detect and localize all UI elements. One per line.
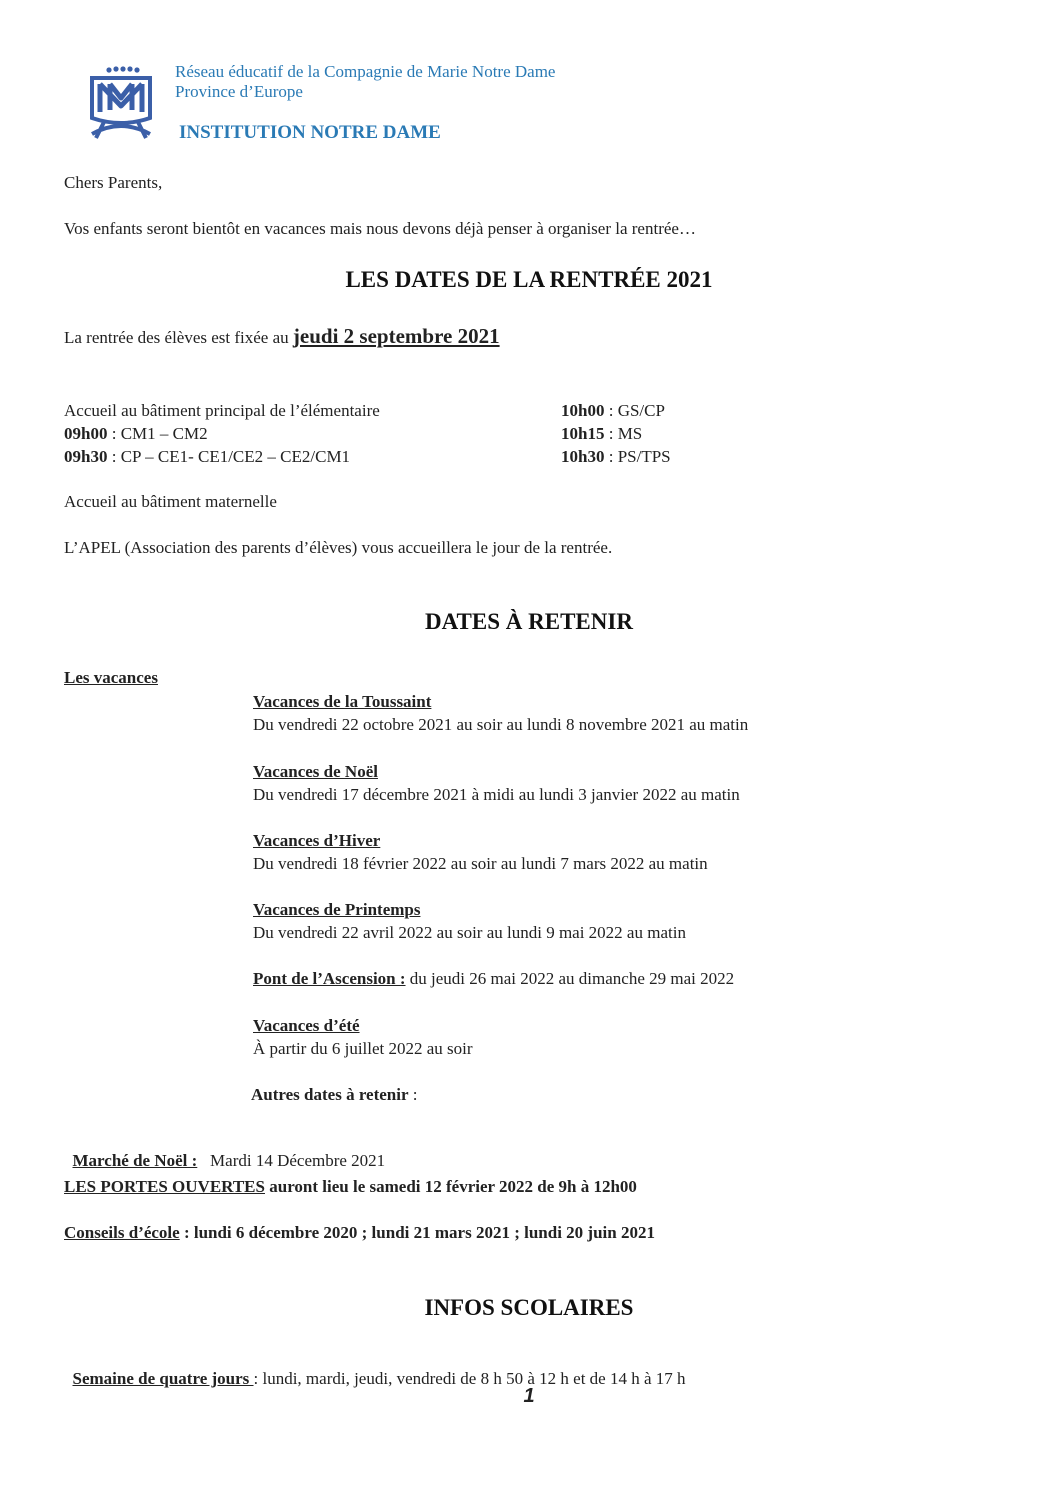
- rentree-title: LES DATES DE LA RENTRÉE 2021: [345, 267, 713, 292]
- vacances-item: [253, 760, 740, 806]
- pont-ascension: [253, 967, 734, 990]
- vacances-name: Vacances de Noël: [253, 762, 378, 781]
- elementaire-label: Accueil au bâtiment principal de l’élémentaire: [64, 401, 380, 420]
- marche-label: Marché de Noël :: [72, 1151, 198, 1170]
- autres-suffix: :: [408, 1085, 418, 1104]
- intro-text: Vos enfants seront bientôt en vacances mais nous devons déjà penser à organiser la rentrée…: [64, 219, 696, 238]
- apel-text: L’APEL (Association des parents d’élèves) vous accueillera le jour de la rentrée.: [64, 538, 613, 557]
- schedule-classes: : GS/CP: [604, 401, 665, 420]
- schedule-classes: : CM1 – CM2: [107, 424, 208, 443]
- vacances-detail: Du vendredi 22 avril 2022 au soir au lundi 9 mai 2022 au matin: [253, 923, 686, 942]
- conseils-label: Conseils d’école: [64, 1223, 180, 1242]
- rentree-date-prefix: La rentrée des élèves est fixée au: [64, 328, 293, 347]
- semaine-text: : lundi, mardi, jeudi, vendredi de 8 h 50 à 12 h et de 14 h à 17 h: [253, 1369, 686, 1388]
- portes-text: auront lieu le samedi 12 février 2022 de 9h à 12h00: [264, 1177, 637, 1196]
- portes-label: LES PORTES OUVERTES: [64, 1177, 265, 1196]
- rentree-date-line: [64, 324, 500, 349]
- ete-detail: À partir du 6 juillet 2022 au soir: [253, 1039, 473, 1058]
- vacances-ete: [253, 1014, 473, 1060]
- greeting: Chers Parents,: [64, 173, 163, 192]
- schedule-time: 09h00: [64, 424, 108, 443]
- rentree-date: jeudi 2 septembre 2021: [292, 324, 500, 348]
- infos-title: INFOS SCOLAIRES: [424, 1295, 634, 1320]
- vacances-name: Vacances de la Toussaint: [253, 692, 432, 711]
- marche-date: Mardi 14 Décembre 2021: [197, 1151, 386, 1170]
- schedule-row: [561, 399, 671, 422]
- province-name: Province d’Europe: [175, 82, 303, 101]
- autres-dates-label: [251, 1085, 418, 1105]
- schedule-classes: : PS/TPS: [604, 447, 671, 466]
- vacances-label: Les vacances: [64, 668, 158, 687]
- schedule-time: 10h00: [561, 401, 605, 420]
- conseils-text: : lundi 6 décembre 2020 ; lundi 21 mars 2021 ; lundi 20 juin 2021: [179, 1223, 655, 1242]
- schedule-row: [64, 422, 380, 445]
- autres-label: Autres dates à retenir: [251, 1085, 409, 1104]
- schedule-time: 09h30: [64, 447, 108, 466]
- vacances-name: Vacances de Printemps: [253, 900, 421, 919]
- semaine-line: [64, 1349, 686, 1389]
- institution-name: INSTITUTION NOTRE DAME: [179, 122, 441, 143]
- vacances-item: [253, 898, 686, 944]
- conseils-ecole: [64, 1223, 655, 1243]
- portes-ouvertes: [64, 1177, 637, 1197]
- vacances-detail: Du vendredi 18 février 2022 au soir au lundi 7 mars 2022 au matin: [253, 854, 708, 873]
- pont-detail: du jeudi 26 mai 2022 au dimanche 29 mai 2022: [405, 969, 735, 988]
- schedule-row: [561, 445, 671, 468]
- elementaire-block: [64, 399, 380, 468]
- schedule-classes: : MS: [604, 424, 643, 443]
- schedule-classes: : CP – CE1- CE1/CE2 – CE2/CM1: [107, 447, 351, 466]
- vacances-item: [253, 690, 748, 736]
- network-name: Réseau éducatif de la Compagnie de Marie Notre Dame: [175, 62, 556, 81]
- schedule-row: [64, 445, 380, 468]
- marche-noel: [64, 1131, 385, 1171]
- maternelle-schedule: [561, 399, 671, 468]
- schedule-row: [561, 422, 671, 445]
- ete-name: Vacances d’été: [253, 1016, 360, 1035]
- marie-notre-dame-logo: [86, 66, 156, 140]
- vacances-detail: Du vendredi 22 octobre 2021 au soir au lundi 8 novembre 2021 au matin: [253, 715, 749, 734]
- vacances-item: [253, 829, 708, 875]
- dates-title: DATES À RETENIR: [425, 609, 633, 634]
- page-number: 1: [523, 1385, 535, 1407]
- schedule-time: 10h15: [561, 424, 605, 443]
- semaine-label: Semaine de quatre jours: [72, 1369, 254, 1388]
- pont-name: Pont de l’Ascension :: [253, 969, 406, 988]
- vacances-detail: Du vendredi 17 décembre 2021 à midi au lundi 3 janvier 2022 au matin: [253, 785, 740, 804]
- schedule-time: 10h30: [561, 447, 605, 466]
- maternelle-label: Accueil au bâtiment maternelle: [64, 492, 277, 511]
- vacances-name: Vacances d’Hiver: [253, 831, 381, 850]
